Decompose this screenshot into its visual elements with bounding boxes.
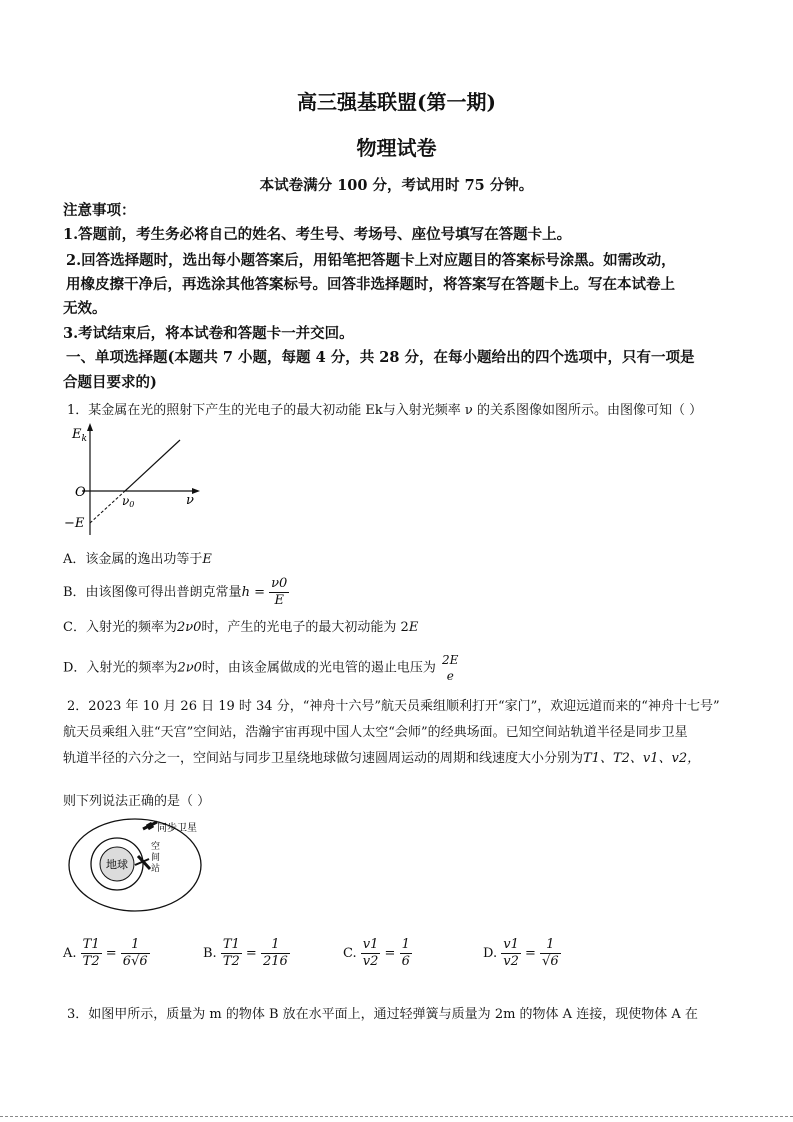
- q1-option-a: A．该金属的逸出功等于E: [63, 552, 212, 567]
- q1-graph-nu0: ν0: [122, 494, 135, 509]
- note-item-3: 3.考试结束后，将本试卷和答题卡一并交回。: [63, 325, 354, 342]
- q2-station-label-1: 空: [151, 842, 161, 852]
- section-heading-line-1: 一、单项选择题(本题共 7 小题，每题 4 分，共 28 分，在每小题给出的四个选项中，只有一项是: [66, 349, 695, 366]
- q1-graph: [60, 420, 210, 540]
- q1-option-b: B．由该图像可得出普朗克常量h = $\frac{\nu 0}{E}$: [63, 576, 288, 608]
- q2-station-label-3: 站: [151, 864, 161, 874]
- q2-stem-line-2: 航天员乘组入驻“天宫”空间站，浩瀚宇宙再现中国人太空“会师”的经典场面。已知空间站轨道半径是同步卫星: [63, 725, 688, 740]
- q2-stem-line-1: 2．2023 年 10 月 26 日 19 时 34 分，“神舟十六号”航天员乘组顺利打开“家门”，欢迎远道而来的“神舟十七号”: [67, 699, 720, 714]
- q2-satellite-icon: [143, 822, 157, 830]
- q2-stem-line-3: 轨道半径的六分之一，空间站与同步卫星绕地球做匀速圆周运动的周期和线速度大小分别为T1、T2、v1、v2，: [63, 751, 701, 766]
- q2-earth-label: 地球: [106, 858, 128, 871]
- q1-graph-y-arrow: [87, 423, 93, 431]
- q2-stem-line-4: 则下列说法正确的是（ ）: [63, 794, 211, 809]
- q1-graph-neg-e: −E: [64, 516, 85, 531]
- section-heading-line-2: 合题目要求的): [63, 374, 157, 391]
- q2-option-a: A. $\frac{T1}{T2}$ = $\frac{1}{6√6}$: [63, 937, 148, 969]
- q3-stem: 3．如图甲所示，质量为 m 的物体 B 放在水平面上，通过轻弹簧与质量为 2m 的物体 A 连接，现使物体 A 在: [67, 1007, 698, 1022]
- q2-satellite-label: 同步卫星: [157, 823, 197, 834]
- q1-graph-line: [125, 440, 180, 491]
- q1-option-c: C．入射光的频率为2ν0时，产生的光电子的最大初动能为 2E: [63, 620, 419, 635]
- subject-title: 物理试卷: [356, 136, 437, 160]
- q2-option-b: B. $\frac{T1}{T2}$ = $\frac{1}{216}$: [203, 937, 288, 969]
- note-item-1: 1.答题前，考生务必将自己的姓名、考生号、考场号、座位号填写在答题卡上。: [63, 226, 572, 243]
- q1-stem: 1．某金属在光的照射下产生的光电子的最大初动能 Ek与入射光频率 ν 的关系图像如图所示。由图像可知（ ）: [67, 403, 703, 418]
- q1-graph-dashed-line: [90, 491, 125, 523]
- page-bottom-border: [0, 1116, 793, 1117]
- note-item-2-line-2: 用橡皮擦干净后，再选涂其他答案标号。回答非选择题时，将答案写在答题卡上。写在本试卷上: [66, 276, 675, 293]
- q1-graph-xlabel: ν: [186, 493, 194, 508]
- q1-graph-origin: O: [75, 485, 86, 500]
- q1-graph-ylabel: $E_k$: [72, 427, 87, 444]
- notes-heading: 注意事项：: [63, 202, 136, 219]
- note-item-2-line-3: 无效。: [63, 300, 107, 317]
- exam-info: 本试卷满分 100 分，考试用时 75 分钟。: [259, 177, 534, 194]
- note-item-2-line-1: 2.回答选择题时，选出每小题答案后，用铅笔把答题卡上对应题目的答案标号涂黑。如需改动，: [66, 252, 676, 269]
- q1-option-b-fraction: $\frac{\nu 0}{E}$: [271, 576, 288, 608]
- q2-option-c: C. $\frac{v1}{v2}$ = $\frac{1}{6}$: [343, 937, 410, 969]
- q2-orbit-figure: [65, 815, 235, 915]
- q2-station-label-2: 间: [151, 853, 161, 863]
- q1-option-d-fraction: 2E e: [442, 653, 459, 683]
- exam-title: 高三强基联盟(第一期): [297, 90, 496, 114]
- q1-option-d: D．入射光的频率为2ν0时，由该金属做成的光电管的遏止电压为 2E e: [63, 653, 459, 683]
- q2-option-d: D. $\frac{v1}{v2}$ = $\frac{1}{√6}$: [483, 937, 559, 969]
